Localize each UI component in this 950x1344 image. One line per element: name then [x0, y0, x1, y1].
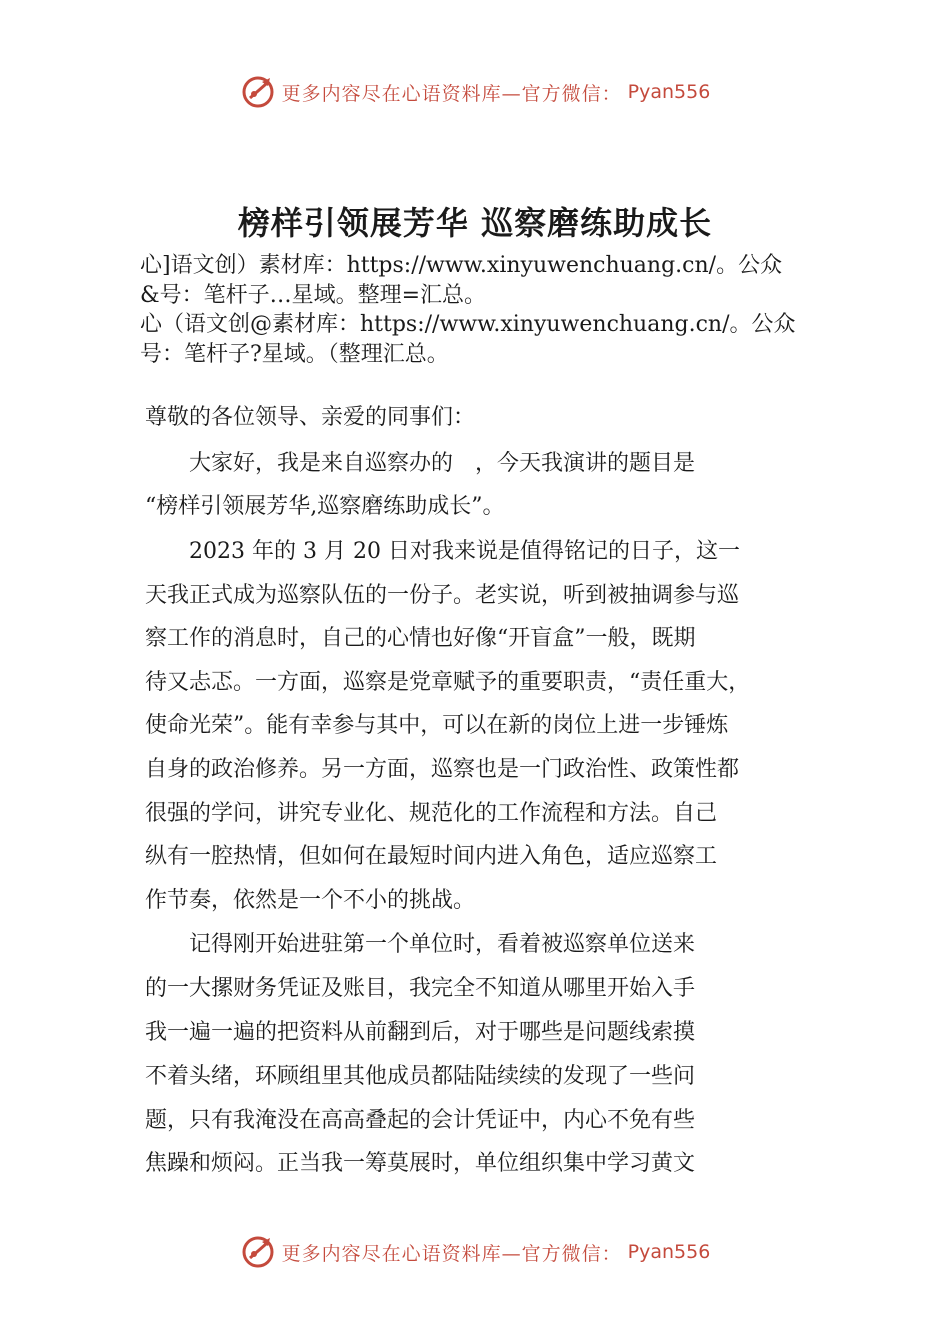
body-line: 作节奏，依然是一个不小的挑战。: [145, 888, 476, 913]
banner-text: 更多内容尽在心语资料库—官方微信：: [281, 82, 622, 105]
document-title: 榜样引领展芳华 巡察磨练助成长: [237, 204, 713, 242]
banner-text: 更多内容尽在心语资料库—官方微信：: [281, 1242, 622, 1265]
body-line: 2023 年的 3 月 20 日对我来说是值得铭记的日子，这一: [145, 539, 740, 564]
source-line: 号：笔杆子?星域。（整理汇总。: [140, 342, 449, 367]
body-line: 大家好，我是来自巡察办的 ，今天我演讲的题目是: [145, 451, 696, 476]
body-line: “榜样引领展芳华,巡察磨练助成长”。: [145, 494, 505, 519]
body-line: 题，只有我淹没在高高叠起的会计凭证中，内心不免有些: [145, 1108, 696, 1133]
logo-icon: [240, 74, 276, 110]
body-line: 察工作的消息时，自己的心情也好像“开盲盒”一般，既期: [145, 626, 696, 651]
banner-wechat-id: Pyan556: [627, 81, 711, 103]
body-line: 我一遍一遍的把资料从前翻到后，对于哪些是问题线索摸: [145, 1020, 696, 1045]
body-line: 尊敬的各位领导、亲爱的同事们：: [145, 405, 476, 430]
source-line: 心（语文创@素材库：https://www.xinyuwenchuang.cn/。公众: [140, 312, 796, 337]
source-line: &号：笔杆子…星域。整理=汇总。: [140, 283, 487, 308]
footer-banner: [0, 1230, 950, 1274]
body-line: 天我正式成为巡察队伍的一份子。老实说，听到被抽调参与巡: [145, 583, 740, 608]
body-line: 焦躁和烦闷。正当我一筹莫展时，单位组织集中学习黄文: [145, 1151, 696, 1176]
body-line: 不着头绪，环顾组里其他成员都陆陆续续的发现了一些问: [145, 1064, 696, 1089]
header-banner: [0, 70, 950, 114]
body-line: 使命光荣”。能有幸参与其中，可以在新的岗位上进一步锤炼: [145, 713, 729, 738]
body-line: 纵有一腔热情，但如何在最短时间内进入角色，适应巡察工: [145, 844, 718, 869]
logo-icon: [240, 1234, 276, 1270]
banner-wechat-id: Pyan556: [627, 1241, 711, 1263]
body-line: 的一大摞财务凭证及账目，我完全不知道从哪里开始入手: [145, 976, 696, 1001]
source-line: 心]语文创）素材库：https://www.xinyuwenchuang.cn/。公众: [140, 253, 783, 278]
body-line: 很强的学问，讲究专业化、规范化的工作流程和方法。自己: [145, 801, 718, 826]
body-line: 记得刚开始进驻第一个单位时，看着被巡察单位送来: [145, 932, 696, 957]
body-line: 自身的政治修养。另一方面，巡察也是一门政治性、政策性都: [145, 757, 740, 782]
body-line: 待又忐忑。一方面，巡察是党章赋予的重要职责，“责任重大，: [145, 670, 751, 695]
